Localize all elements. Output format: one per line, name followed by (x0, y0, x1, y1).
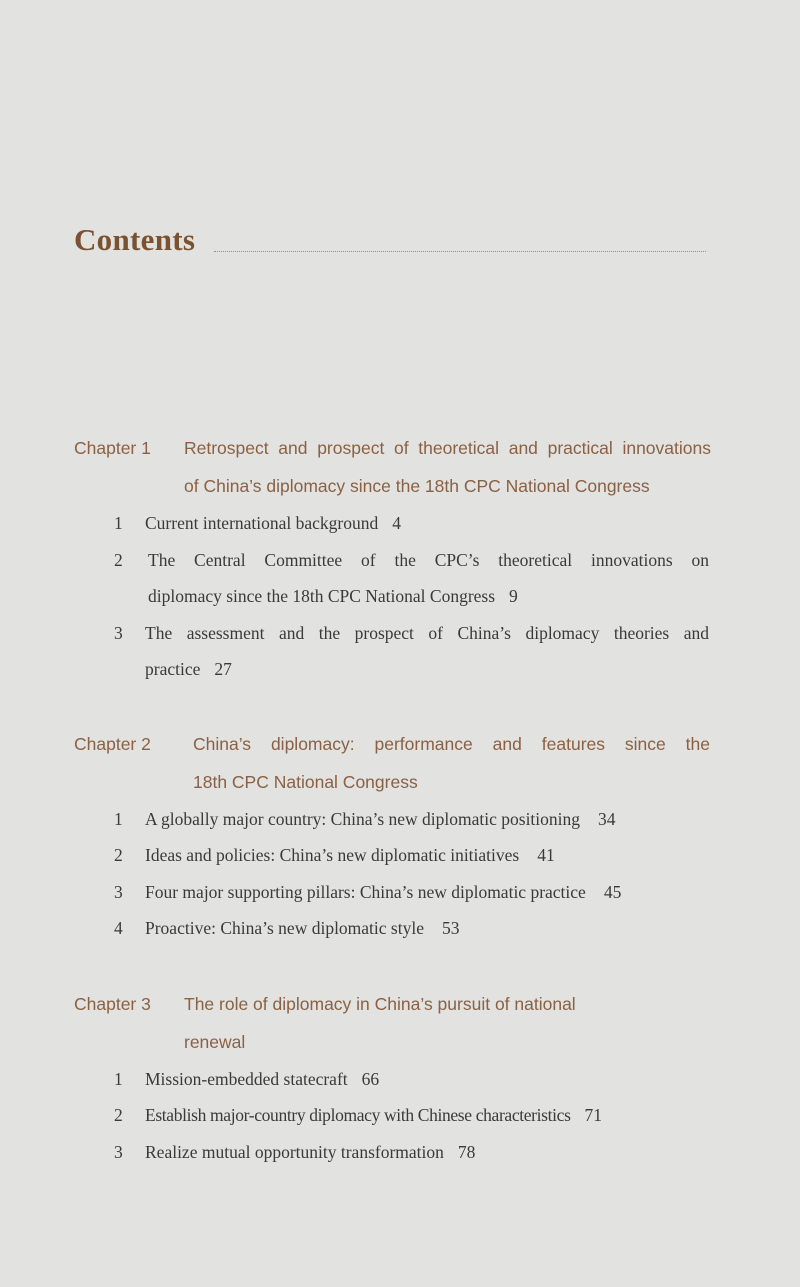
page-title: Contents (74, 222, 196, 257)
chapter-1-number: Chapter 1 (74, 438, 151, 458)
chapter-3-section-1-number: 1 (114, 1069, 123, 1089)
page-number: 66 (361, 1069, 380, 1089)
chapter-2-number: Chapter 2 (74, 734, 151, 754)
page-number: 78 (457, 1142, 476, 1162)
chapter-2-section-4 (145, 918, 459, 939)
chapter-1-title-line-1: Retrospect and prospect of theoretical and practical innovations (184, 438, 711, 458)
section-title: Proactive: China’s new diplomatic style (145, 918, 424, 938)
chapter-3-section-3-number: 3 (114, 1142, 123, 1162)
section-title: practice (145, 659, 201, 679)
page-number: 53 (441, 918, 460, 938)
chapter-1-section-3-line-2 (145, 659, 232, 680)
chapter-1-section-3-line-1: The assessment and the prospect of China’s diplomacy theories and (145, 623, 709, 643)
section-title: Four major supporting pillars: China’s new diplomatic practice (145, 882, 586, 902)
section-title: Mission-embedded statecraft (145, 1069, 348, 1089)
section-title: Current international background (145, 513, 379, 533)
contents-heading-row (74, 222, 706, 270)
title-dotted-leader (214, 251, 706, 252)
chapter-1-section-1-number: 1 (114, 513, 123, 533)
chapter-3-section-2-number: 2 (114, 1105, 123, 1125)
chapter-3-section-2 (145, 1105, 602, 1126)
section-title: Ideas and policies: China’s new diplomatic initiatives (145, 845, 520, 865)
page-number: 9 (509, 586, 518, 606)
chapter-2-title-line-1: China’s diplomacy: performance and features since the (193, 734, 710, 754)
chapter-1-section-1 (145, 513, 401, 534)
page-number: 34 (598, 809, 616, 829)
page-number: 41 (537, 845, 555, 865)
chapter-3-section-3 (145, 1142, 475, 1163)
chapter-2-section-4-number: 4 (114, 918, 123, 938)
chapter-2-section-2-number: 2 (114, 845, 123, 865)
chapter-1-section-2-line-2 (148, 586, 518, 607)
chapter-2-title-line-2: 18th CPC National Congress (193, 772, 418, 792)
chapter-1-section-3-number: 3 (114, 623, 123, 643)
chapter-1-section-2-line-1: The Central Committee of the CPC’s theoretical innovations on (148, 550, 709, 570)
chapter-1-section-2-number: 2 (114, 550, 123, 570)
page-number: 45 (603, 882, 622, 902)
section-title: diplomacy since the 18th CPC National Congress (148, 586, 496, 606)
chapter-2-section-2 (145, 845, 555, 866)
chapter-2-section-3 (145, 882, 621, 903)
section-title: A globally major country: China’s new diplomatic positioning (145, 809, 581, 829)
section-title: Realize mutual opportunity transformation (145, 1142, 444, 1162)
chapter-2-section-1 (145, 809, 616, 830)
section-title: Establish major-country diplomacy with Chinese characteristics (145, 1105, 571, 1125)
page-number: 27 (214, 659, 232, 679)
chapter-3-section-1 (145, 1069, 379, 1090)
chapter-3-number: Chapter 3 (74, 994, 151, 1014)
chapter-2-section-3-number: 3 (114, 882, 123, 902)
chapter-2-section-1-number: 1 (114, 809, 123, 829)
chapter-3-title-line-1: The role of diplomacy in China’s pursuit of national (184, 994, 576, 1014)
page-number: 4 (392, 513, 402, 533)
page-number: 71 (584, 1105, 603, 1125)
chapter-3-title-line-2: renewal (184, 1032, 246, 1052)
chapter-1-title-line-2: of China’s diplomacy since the 18th CPC National Congress (184, 476, 650, 496)
